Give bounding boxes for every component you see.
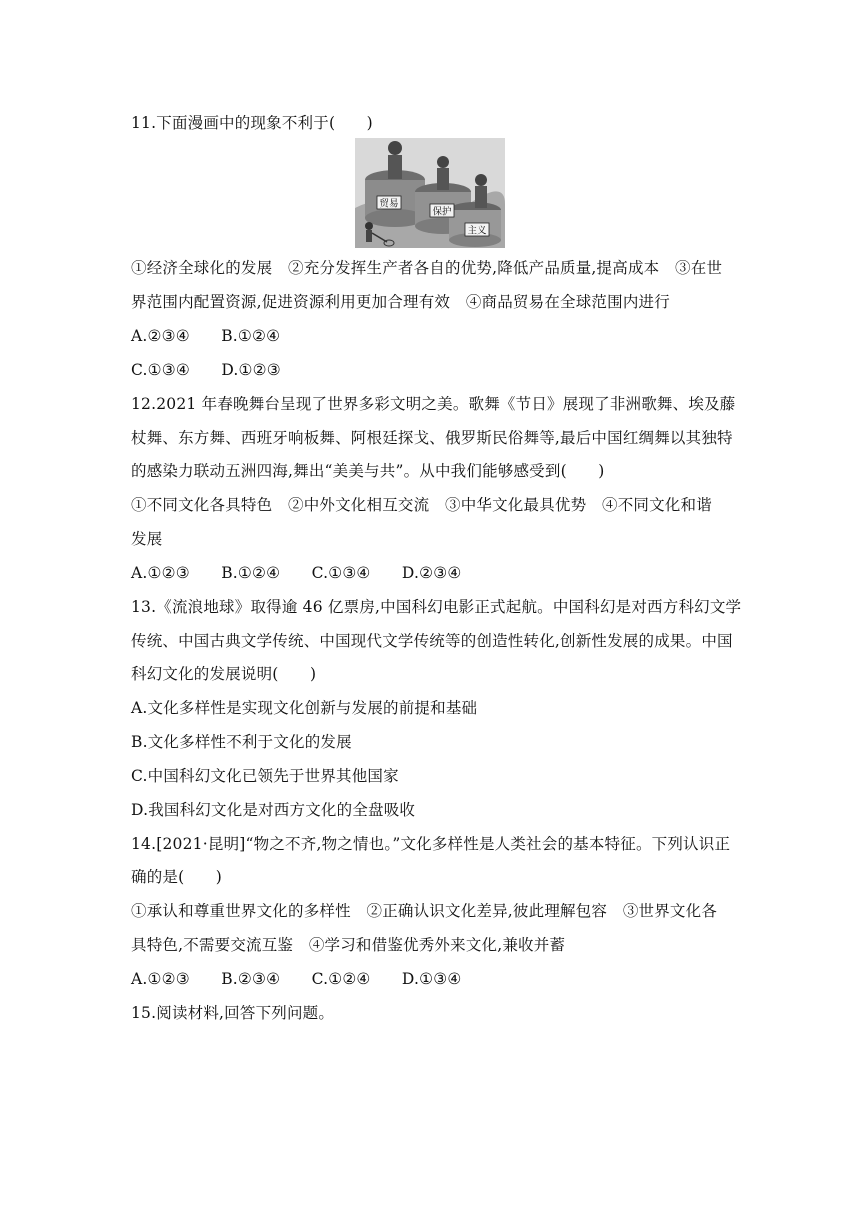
cartoon-label-ism: 主义 — [467, 225, 487, 237]
q12-statements-line2: 发展 — [131, 530, 163, 548]
q15-stem: 15.阅读材料,回答下列问题。 — [131, 1004, 335, 1022]
q13-option-c: C.中国科幻文化已领先于世界其他国家 — [131, 767, 399, 785]
q11-cartoon-image — [355, 138, 505, 248]
q13-line2: 传统、中国古典文学传统、中国现代文学传统等的创造性转化,创新性发展的成果。中国 — [131, 632, 733, 650]
q12-statements-line1: ①不同文化各具特色 ②中外文化相互交流 ③中华文化最具优势 ④不同文化和谐 — [131, 496, 712, 514]
q12-options: A.①②③ B.①②④ C.①③④ D.②③④ — [131, 564, 462, 582]
q12-line1: 12.2021 年春晚舞台呈现了世界多彩文明之美。歌舞《节日》展现了非洲歌舞、埃及藤 — [131, 395, 736, 413]
q13-line3: 科幻文化的发展说明( ) — [131, 665, 317, 683]
q13-option-d: D.我国科幻文化是对西方文化的全盘吸收 — [131, 801, 416, 819]
q11-options-line2: C.①③④ D.①②③ — [131, 361, 281, 379]
q12-line3: 的感染力联动五洲四海,舞出“美美与共”。从中我们能够感受到( ) — [131, 462, 605, 480]
q14-statements-line1: ①承认和尊重世界文化的多样性 ②正确认识文化差异,彼此理解包容 ③世界文化各 — [131, 902, 718, 920]
q14-statements-line2: 具特色,不需要交流互鉴 ④学习和借鉴优秀外来文化,兼收并蓄 — [131, 936, 566, 954]
q12-line2: 杖舞、东方舞、西班牙响板舞、阿根廷探戈、俄罗斯民俗舞等,最后中国红绸舞以其独特 — [131, 429, 733, 447]
cartoon-label-protection: 保护 — [432, 206, 452, 218]
q14-line1: 14.[2021·昆明]“物之不齐,物之情也。”文化多样性是人类社会的基本特征。下列认识正 — [131, 835, 731, 853]
q11-stem: 11.下面漫画中的现象不利于( ) — [131, 114, 373, 132]
q14-options: A.①②③ B.②③④ C.①②④ D.①③④ — [131, 970, 462, 988]
trade-protectionism-cartoon — [355, 138, 505, 248]
q11-statements-line1: ①经济全球化的发展 ②充分发挥生产者各自的优势,降低产品质量,提高成本 ③在世 — [131, 259, 723, 277]
q11-options-line1: A.②③④ B.①②④ — [131, 327, 281, 345]
cartoon-label-trade: 贸易 — [379, 198, 399, 210]
q13-option-a: A.文化多样性是实现文化创新与发展的前提和基础 — [131, 699, 478, 717]
q13-option-b: B.文化多样性不利于文化的发展 — [131, 733, 352, 751]
q11-statements-line2: 界范围内配置资源,促进资源利用更加合理有效 ④商品贸易在全球范围内进行 — [131, 293, 670, 311]
q14-line2: 确的是( ) — [131, 868, 222, 886]
q13-line1: 13.《流浪地球》取得逾 46 亿票房,中国科幻电影正式起航。中国科幻是对西方科幻文学 — [131, 598, 742, 616]
